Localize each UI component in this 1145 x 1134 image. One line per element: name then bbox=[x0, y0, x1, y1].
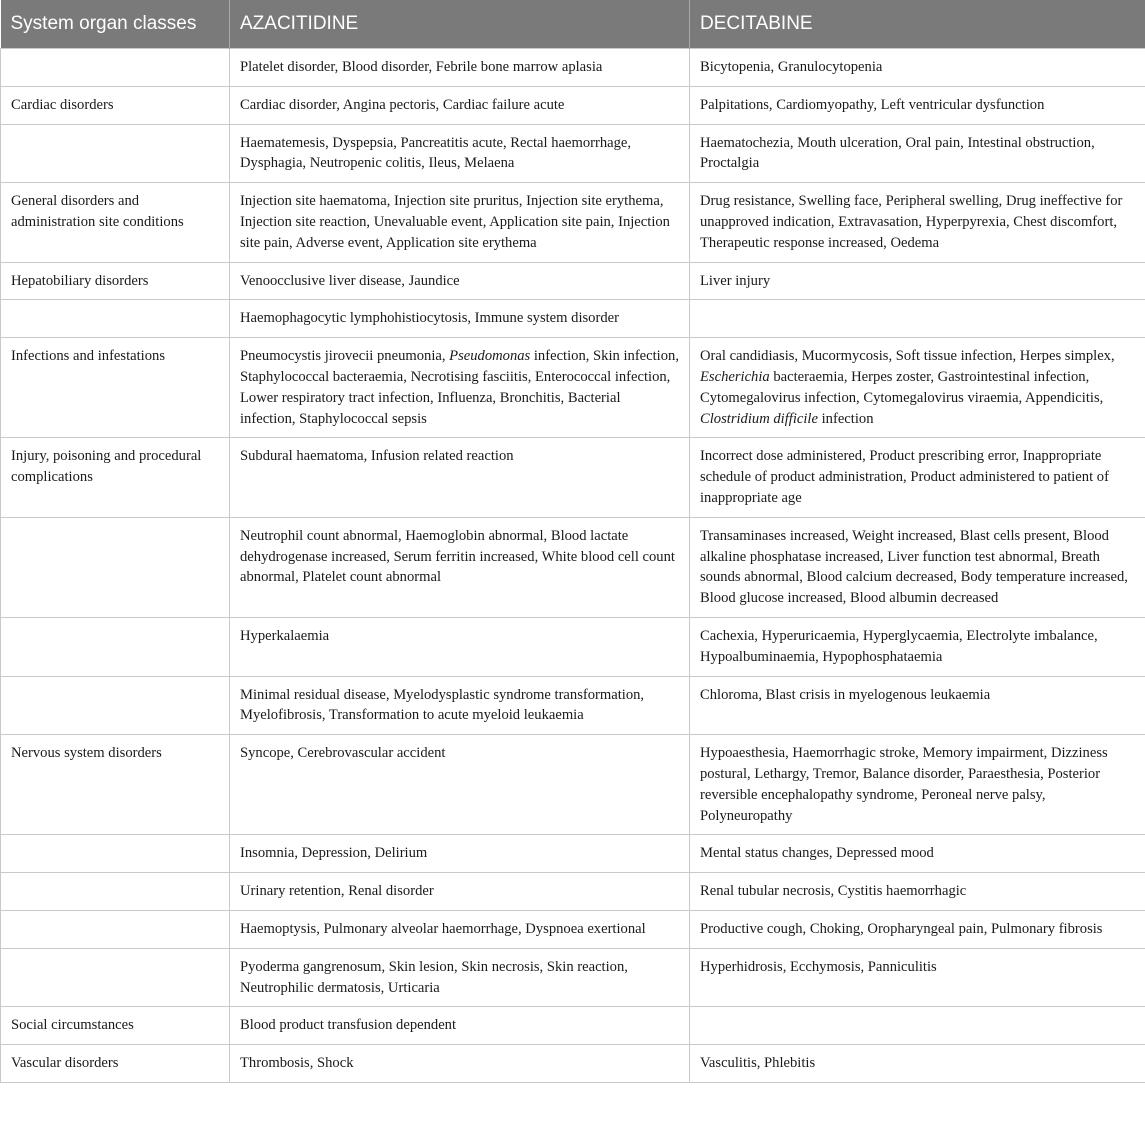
decitabine-cell: Palpitations, Cardiomyopathy, Left ventricular dysfunction bbox=[690, 86, 1145, 124]
table-row bbox=[1, 300, 1145, 338]
table-row bbox=[1, 517, 1145, 617]
azacitidine-cell: Haemoptysis, Pulmonary alveolar haemorrhage, Dyspnoea exertional bbox=[230, 910, 690, 948]
italic-organism-name: Escherichia bbox=[700, 368, 770, 385]
header-azacitidine: AZACITIDINE bbox=[230, 0, 690, 49]
table-row bbox=[1, 1045, 1145, 1083]
text-span: infection bbox=[817, 410, 874, 427]
table-body bbox=[1, 49, 1145, 1083]
header-system-organ-classes: System organ classes bbox=[1, 0, 230, 49]
soc-cell: Cardiac disorders bbox=[1, 86, 230, 124]
header-decitabine: DECITABINE bbox=[690, 0, 1145, 49]
soc-cell bbox=[1, 617, 230, 676]
table-row bbox=[1, 617, 1145, 676]
table-row bbox=[1, 735, 1145, 835]
azacitidine-cell: Neutrophil count abnormal, Haemoglobin abnormal, Blood lactate dehydrogenase increased, Serum ferritin increased, White blood cell count abnormal, Platelet count abnormal bbox=[230, 517, 690, 617]
decitabine-cell: Haematochezia, Mouth ulceration, Oral pain, Intestinal obstruction, Proctalgia bbox=[690, 124, 1145, 183]
azacitidine-cell: Blood product transfusion dependent bbox=[230, 1007, 690, 1045]
azacitidine-cell: Subdural haematoma, Infusion related reaction bbox=[230, 438, 690, 517]
table-row bbox=[1, 873, 1145, 911]
italic-organism-name: Clostridium difficile bbox=[700, 410, 818, 427]
azacitidine-cell bbox=[230, 338, 690, 438]
azacitidine-cell: Pyoderma gangrenosum, Skin lesion, Skin necrosis, Skin reaction, Neutrophilic dermatosis, Urticaria bbox=[230, 948, 690, 1007]
decitabine-cell: Chloroma, Blast crisis in myelogenous leukaemia bbox=[690, 676, 1145, 735]
decitabine-cell: Productive cough, Choking, Oropharyngeal pain, Pulmonary fibrosis bbox=[690, 910, 1145, 948]
soc-cell bbox=[1, 835, 230, 873]
azacitidine-cell: Syncope, Cerebrovascular accident bbox=[230, 735, 690, 835]
text-span: bacteraemia, Herpes zoster, Gastrointestinal infection, Cytomegalovirus infection, Cytomegalovirus viraemia, Appendicitis, bbox=[700, 368, 1104, 406]
decitabine-cell: Vasculitis, Phlebitis bbox=[690, 1045, 1145, 1083]
azacitidine-cell: Cardiac disorder, Angina pectoris, Cardiac failure acute bbox=[230, 86, 690, 124]
table-row bbox=[1, 948, 1145, 1007]
azacitidine-cell: Injection site haematoma, Injection site pruritus, Injection site erythema, Injection site reaction, Unevaluable event, Application site pain, Injection site pain, Adverse event, Application site erythema bbox=[230, 183, 690, 262]
table-row bbox=[1, 676, 1145, 735]
decitabine-cell: Bicytopenia, Granulocytopenia bbox=[690, 49, 1145, 87]
table-row bbox=[1, 183, 1145, 262]
soc-cell: Social circumstances bbox=[1, 1007, 230, 1045]
text-span: Pneumocystis jirovecii pneumonia, bbox=[240, 348, 450, 365]
decitabine-cell: Renal tubular necrosis, Cystitis haemorrhagic bbox=[690, 873, 1145, 911]
table-row bbox=[1, 910, 1145, 948]
soc-cell: Nervous system disorders bbox=[1, 735, 230, 835]
table-row bbox=[1, 438, 1145, 517]
decitabine-cell: Mental status changes, Depressed mood bbox=[690, 835, 1145, 873]
soc-cell: General disorders and administration site conditions bbox=[1, 183, 230, 262]
azacitidine-cell: Urinary retention, Renal disorder bbox=[230, 873, 690, 911]
table-row bbox=[1, 835, 1145, 873]
azacitidine-cell: Venoocclusive liver disease, Jaundice bbox=[230, 262, 690, 300]
soc-cell: Hepatobiliary disorders bbox=[1, 262, 230, 300]
table-row bbox=[1, 262, 1145, 300]
soc-cell bbox=[1, 676, 230, 735]
decitabine-cell: Liver injury bbox=[690, 262, 1145, 300]
soc-cell: Injury, poisoning and procedural complications bbox=[1, 438, 230, 517]
soc-cell: Infections and infestations bbox=[1, 338, 230, 438]
decitabine-cell bbox=[690, 1007, 1145, 1045]
text-span: Oral candidiasis, Mucormycosis, Soft tissue infection, Herpes simplex, bbox=[700, 348, 1115, 365]
soc-cell bbox=[1, 517, 230, 617]
table-row bbox=[1, 49, 1145, 87]
azacitidine-cell: Haematemesis, Dyspepsia, Pancreatitis acute, Rectal haemorrhage, Dysphagia, Neutropenic colitis, Ileus, Melaena bbox=[230, 124, 690, 183]
azacitidine-cell: Thrombosis, Shock bbox=[230, 1045, 690, 1083]
header-row bbox=[1, 0, 1145, 49]
text-span: infection, Skin infection, Staphylococcal bacteraemia, Necrotising fasciitis, Enterococcal infection, Lower respiratory tract infection, Influenza, Bronchitis, Bacterial infection, Staphylococcal sepsis bbox=[240, 348, 679, 427]
soc-cell bbox=[1, 49, 230, 87]
decitabine-cell: Transaminases increased, Weight increased, Blast cells present, Blood alkaline phosphatase increased, Liver function test abnormal, Breath sounds abnormal, Blood calcium decreased, Body temperature increased, Blood glucose increased, Blood albumin decreased bbox=[690, 517, 1145, 617]
italic-organism-name: Pseudomonas bbox=[449, 348, 531, 365]
table-header bbox=[1, 0, 1145, 49]
azacitidine-cell: Insomnia, Depression, Delirium bbox=[230, 835, 690, 873]
decitabine-cell: Hypoaesthesia, Haemorrhagic stroke, Memory impairment, Dizziness postural, Lethargy, Tremor, Balance disorder, Paraesthesia, Posterior reversible encephalopathy syndrome, Peroneal nerve palsy, Polyneuropathy bbox=[690, 735, 1145, 835]
decitabine-cell: Hyperhidrosis, Ecchymosis, Panniculitis bbox=[690, 948, 1145, 1007]
table-row bbox=[1, 124, 1145, 183]
soc-cell bbox=[1, 124, 230, 183]
decitabine-cell: Cachexia, Hyperuricaemia, Hyperglycaemia, Electrolyte imbalance, Hypoalbuminaemia, Hypophosphataemia bbox=[690, 617, 1145, 676]
soc-cell bbox=[1, 873, 230, 911]
soc-cell bbox=[1, 948, 230, 1007]
table-row bbox=[1, 338, 1145, 438]
azacitidine-cell: Minimal residual disease, Myelodysplastic syndrome transformation, Myelofibrosis, Transformation to acute myeloid leukaemia bbox=[230, 676, 690, 735]
soc-cell bbox=[1, 300, 230, 338]
decitabine-cell: Drug resistance, Swelling face, Peripheral swelling, Drug ineffective for unapproved indication, Extravasation, Hyperpyrexia, Chest discomfort, Therapeutic response increased, Oedema bbox=[690, 183, 1145, 262]
azacitidine-cell: Hyperkalaemia bbox=[230, 617, 690, 676]
soc-cell: Vascular disorders bbox=[1, 1045, 230, 1083]
table-row bbox=[1, 86, 1145, 124]
table-row bbox=[1, 1007, 1145, 1045]
decitabine-cell: Incorrect dose administered, Product prescribing error, Inappropriate schedule of product administration, Product administered to patient of inappropriate age bbox=[690, 438, 1145, 517]
azacitidine-cell: Haemophagocytic lymphohistiocytosis, Immune system disorder bbox=[230, 300, 690, 338]
azacitidine-cell: Platelet disorder, Blood disorder, Febrile bone marrow aplasia bbox=[230, 49, 690, 87]
decitabine-cell bbox=[690, 338, 1145, 438]
decitabine-cell bbox=[690, 300, 1145, 338]
soc-cell bbox=[1, 910, 230, 948]
